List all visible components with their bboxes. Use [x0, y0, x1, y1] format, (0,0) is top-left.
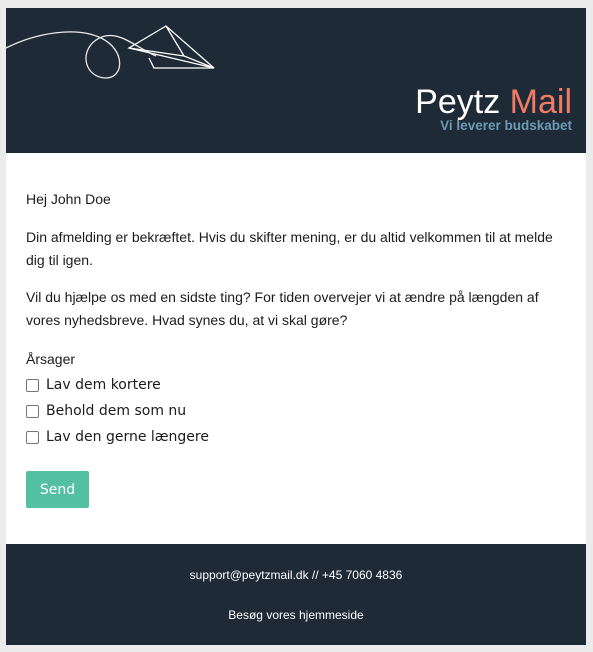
survey-paragraph: Vil du hjælpe os med en sidste ting? For tiden overvejer vi at ændre på længden af vores nyhedsbreve. Hvad synes du, at vi skal gøre? [26, 289, 539, 328]
greeting: Hej John Doe [26, 191, 111, 207]
email-frame [6, 8, 586, 645]
reasons-label: Årsager [26, 351, 76, 367]
confirmation-paragraph: Din afmelding er bekræftet. Hvis du skifter mening, er du altid velkommen til at melde dig til igen. [26, 229, 553, 268]
option-shorter-label: Lav dem kortere [46, 376, 161, 393]
brand-word-peytz: Peytz [415, 83, 501, 121]
brand-wordmark [415, 84, 572, 120]
option-keep-label: Behold dem som nu [46, 402, 187, 419]
checkbox-shorter[interactable] [26, 379, 39, 392]
reasons-options [26, 372, 209, 450]
checkbox-longer[interactable] [26, 431, 39, 444]
contact-info: support@peytzmail.dk // +45 7060 4836 [189, 568, 403, 582]
option-longer[interactable] [26, 424, 209, 450]
paper-plane-icon [6, 8, 246, 88]
visit-website [6, 608, 586, 622]
email-footer [6, 544, 586, 645]
brand-logo [415, 84, 572, 134]
brand-word-mail: Mail [509, 83, 572, 121]
brand-tagline: Vi leverer budskabet [440, 118, 572, 133]
option-keep[interactable] [26, 398, 209, 424]
option-longer-label: Lav den gerne længere [46, 428, 209, 445]
visit-website-link[interactable]: Besøg vores hjemmeside [228, 608, 364, 622]
option-shorter[interactable] [26, 372, 209, 398]
send-button[interactable]: Send [26, 471, 89, 508]
email-header [6, 8, 586, 153]
checkbox-keep[interactable] [26, 405, 39, 418]
